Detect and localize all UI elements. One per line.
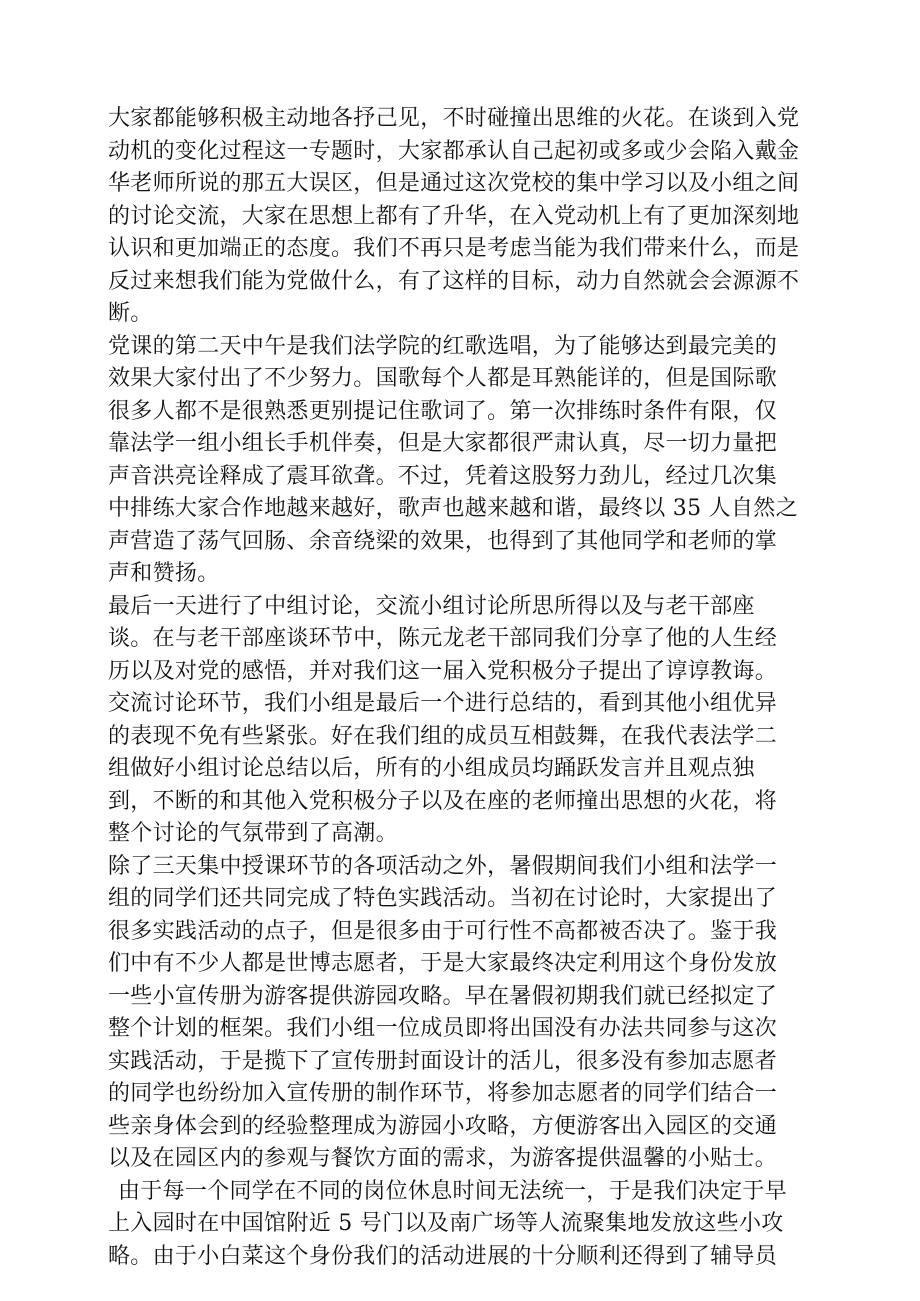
text-line: 很多人都不是很熟悉更别提记住歌词了。第一次排练时条件有限，仅 [108, 398, 778, 424]
text-line: 动机的变化过程这一专题时，大家都承认自己起初或多或少会陷入戴金 [108, 138, 800, 164]
text-line: 略。由于小白菜这个身份我们的活动进展的十分顺利还得到了辅导员 [108, 1243, 778, 1269]
text-line: 交流讨论环节，我们小组是最后一个进行总结的，看到其他小组优异 [108, 691, 778, 716]
text-line: 反过来想我们能为党做什么，有了这样的目标，动力自然就会会源源不 [108, 268, 800, 294]
text-line: 党课的第二天中午是我们法学院的红歌选唱，为了能够达到最完美的 [108, 333, 778, 359]
document-body [108, 103, 813, 1273]
text-line: 华老师所说的那五大误区，但是通过这次党校的集中学习以及小组之间 [108, 171, 800, 196]
text-line: 谈。在与老干部座谈环节中，陈元龙老干部同我们分享了他的人生经 [108, 626, 778, 651]
text-line: 些亲身体会到的经验整理成为游园小攻略，方便游客出入园区的交通 [108, 1113, 778, 1139]
text-line: 的表现不免有些紧张。好在我们组的成员互相鼓舞，在我代表法学二 [108, 723, 778, 749]
text-line: 整个计划的框架。我们小组一位成员即将出国没有办法共同参与这次 [108, 1016, 778, 1041]
text-line: 们中有不少人都是世博志愿者，于是大家最终决定利用这个身份发放 [108, 951, 778, 976]
text-line: 的讨论交流，大家在思想上都有了升华，在入党动机上有了更加深刻地 [108, 203, 800, 229]
text-line: 很多实践活动的点子，但是很多由于可行性不高都被否决了。鉴于我 [108, 918, 778, 944]
text-line: 效果大家付出了不少努力。国歌每个人都是耳熟能详的，但是国际歌 [108, 366, 778, 391]
paragraph-group-discussion [108, 591, 813, 851]
text-line: 中排练大家合作地越来越好，歌声也越来越和谐，最终以 35 人自然之 [108, 496, 798, 521]
text-line: 实践活动，于是揽下了宣传册封面设计的活儿，很多没有参加志愿者 [108, 1048, 778, 1074]
text-line: 由于每一个同学在不同的岗位休息时间无法统一，于是我们决定于早 [118, 1178, 788, 1204]
text-line: 断。 [108, 301, 153, 326]
text-line: 以及在园区内的参观与餐饮方面的需求，为游客提供温馨的小贴士。 [108, 1146, 778, 1171]
text-line: 上入园时在中国馆附近 5 号门以及南广场等人流聚集地发放这些小攻 [108, 1211, 784, 1236]
text-line: 大家都能够积极主动地各抒己见，不时碰撞出思维的火花。在谈到入党 [108, 106, 800, 131]
text-line: 整个讨论的气氛带到了高潮。 [108, 821, 398, 846]
text-line: 声营造了荡气回肠、余音绕梁的效果，也得到了其他同学和老师的掌 [108, 528, 778, 554]
paragraph-distribution [108, 1176, 813, 1274]
text-line: 除了三天集中授课环节的各项活动之外，暑假期间我们小组和法学一 [108, 853, 778, 879]
paragraph-red-song [108, 331, 813, 591]
text-line: 认识和更加端正的态度。我们不再只是考虑当能为我们带来什么，而是 [108, 236, 800, 261]
text-line: 声音洪亮诠释成了震耳欲聋。不过，凭着这股努力劲儿，经过几次集 [108, 463, 778, 489]
paragraph-practice-activity [108, 851, 813, 1176]
text-line: 一些小宣传册为游客提供游园攻略。早在暑假初期我们就已经拟定了 [108, 983, 778, 1009]
text-line: 到，不断的和其他入党积极分子以及在座的老师撞出思想的火花，将 [108, 788, 778, 814]
text-line: 组的同学们还共同完成了特色实践活动。当初在讨论时，大家提出了 [108, 886, 778, 911]
text-line: 声和赞扬。 [108, 561, 220, 586]
text-line: 靠法学一组小组长手机伴奏，但是大家都很严肃认真，尽一切力量把 [108, 431, 778, 456]
text-line: 历以及对党的感悟，并对我们这一届入党积极分子提出了谆谆教诲。 [108, 658, 778, 684]
text-line: 最后一天进行了中组讨论，交流小组讨论所思所得以及与老干部座 [108, 593, 755, 619]
text-line: 组做好小组讨论总结以后，所有的小组成员均踊跃发言并且观点独 [108, 756, 755, 781]
paragraph-discussion [108, 103, 813, 331]
text-line: 的同学也纷纷加入宣传册的制作环节，将参加志愿者的同学们结合一 [108, 1081, 778, 1106]
